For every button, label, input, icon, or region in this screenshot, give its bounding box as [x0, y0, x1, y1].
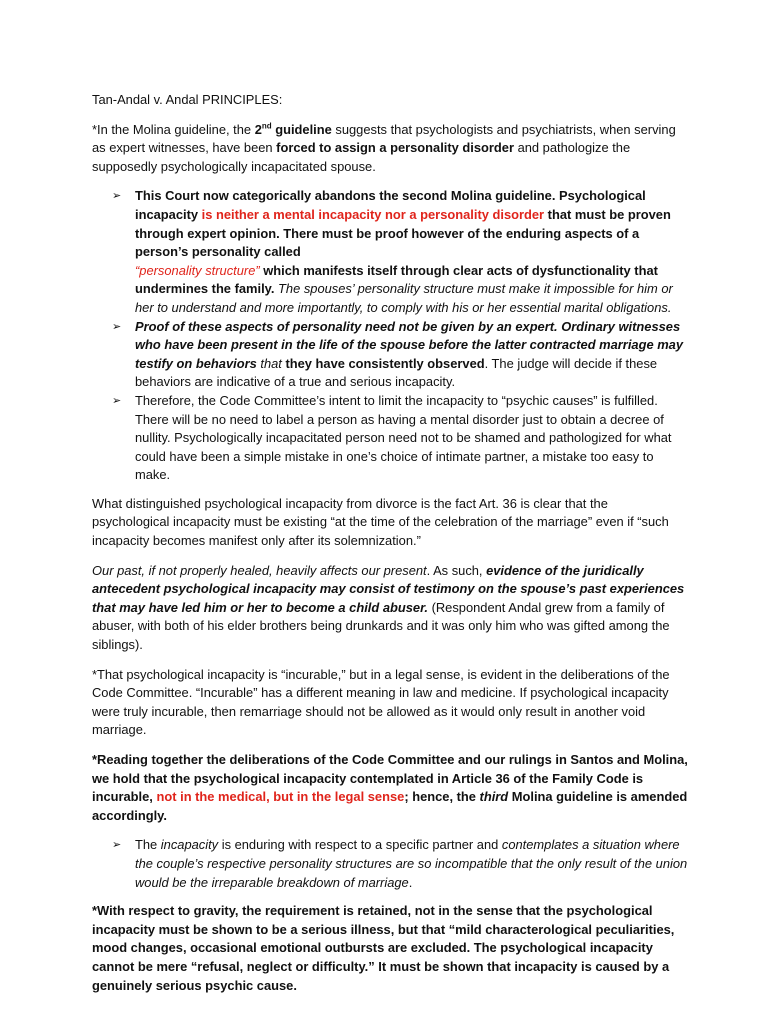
list-item-abandons-guideline: ➢ This Court now categorically abandons the second Molina guideline. Psychological incapacity is neither a mental incapacity nor a personality disorder that must be proven through expert opinion. There must be proof however of the enduring aspects of a person’s personality called “personality structure” which manifests itself through clear acts of dysfunctionality that undermines the family. The spouses’ personality structure must make it impossible for him or her to understand and more importantly, to comply with his or her essential marital obligations.	[112, 188, 673, 315]
incapacity-list	[92, 836, 688, 892]
arrow-bullet-icon: ➢	[112, 839, 122, 852]
paragraph-divorce-distinction: What distinguished psychological incapacity from divorce is the fact Art. 36 is clear that the psychological incapacity must be existing “at the time of the celebration of the marriage” even if “such incapacity becomes manifest only after its solemnization.”	[92, 495, 669, 549]
document-body	[92, 91, 688, 1006]
list-item-code-committee-intent: ➢ Therefore, the Code Committee’s intent to limit the incapacity to “psychic causes” is fulfilled. There will be no need to label a person as having a mental disorder just to obtain a decree of nullity. Psychologically incapacitated person need not to be shamed and pathologized for what could have been a simple mistake in one’s choice of intimate partner, a mistake too easy to make.	[112, 392, 672, 483]
principles-list	[92, 187, 688, 485]
paragraph-molina-guideline: *In the Molina guideline, the 2nd guideline suggests that psychologists and psychiatrists, when serving as expert witnesses, have been forced to assign a personality disorder and pathologize the supposedly psychologically incapacitated spouse.	[92, 121, 676, 174]
arrow-bullet-icon: ➢	[112, 394, 122, 407]
paragraph-past-experiences: Our past, if not properly healed, heavily affects our present. As such, evidence of the juridically antecedent psychological incapacity may consist of testimony on the spouse’s past experiences that may have led him or her to become a child abuser. (Respondent Andal grew from a family of abuser, with both of his elder brothers being drunkards and it was only him who was gifted among the siblings).	[92, 562, 685, 653]
list-item-specific-partner: ➢ The incapacity is enduring with respect to a specific partner and contemplates a situation where the couple’s respective personality structures are so incompatible that the only result of the union would be the irreparable breakdown of marriage.	[112, 837, 688, 890]
paragraph-gravity: *With respect to gravity, the requirement is retained, not in the sense that the psychological incapacity must be shown to be a serious illness, but that “mild characterological peculiarities, mood changes, occasional emotional outbursts are excluded. The psychological incapacity cannot be mere “refusal, neglect or difficulty.” It must be shown that incapacity is caused by a genuinely serious psychic cause.	[92, 903, 675, 993]
arrow-bullet-icon: ➢	[112, 320, 122, 333]
paragraph-incurable: *That psychological incapacity is “incurable,” but in a legal sense, is evident in the deliberations of the Code Committee. “Incurable” has a different meaning in law and medicine. If psychological incapacity were truly incurable, then remarriage should not be allowed as it would only result in another void marriage.	[92, 666, 670, 738]
document-title: Tan-Andal v. Andal PRINCIPLES:	[92, 92, 283, 107]
arrow-bullet-icon: ➢	[112, 190, 122, 203]
paragraph-legal-sense: *Reading together the deliberations of the Code Committee and our rulings in Santos and Molina, we hold that the psychological incapacity contemplated in Article 36 of the Family Code is incurable, not in the medical, but in the legal sense; hence, the third Molina guideline is amended accordingly.	[92, 752, 688, 823]
list-item-ordinary-witnesses: ➢ Proof of these aspects of personality need not be given by an expert. Ordinary witnesses who have been present in the life of the spouse before the latter contracted marriage may testify on behaviors that they have consistently observed. The judge will decide if these behaviors are indicative of a true and serious incapacity.	[112, 318, 683, 390]
